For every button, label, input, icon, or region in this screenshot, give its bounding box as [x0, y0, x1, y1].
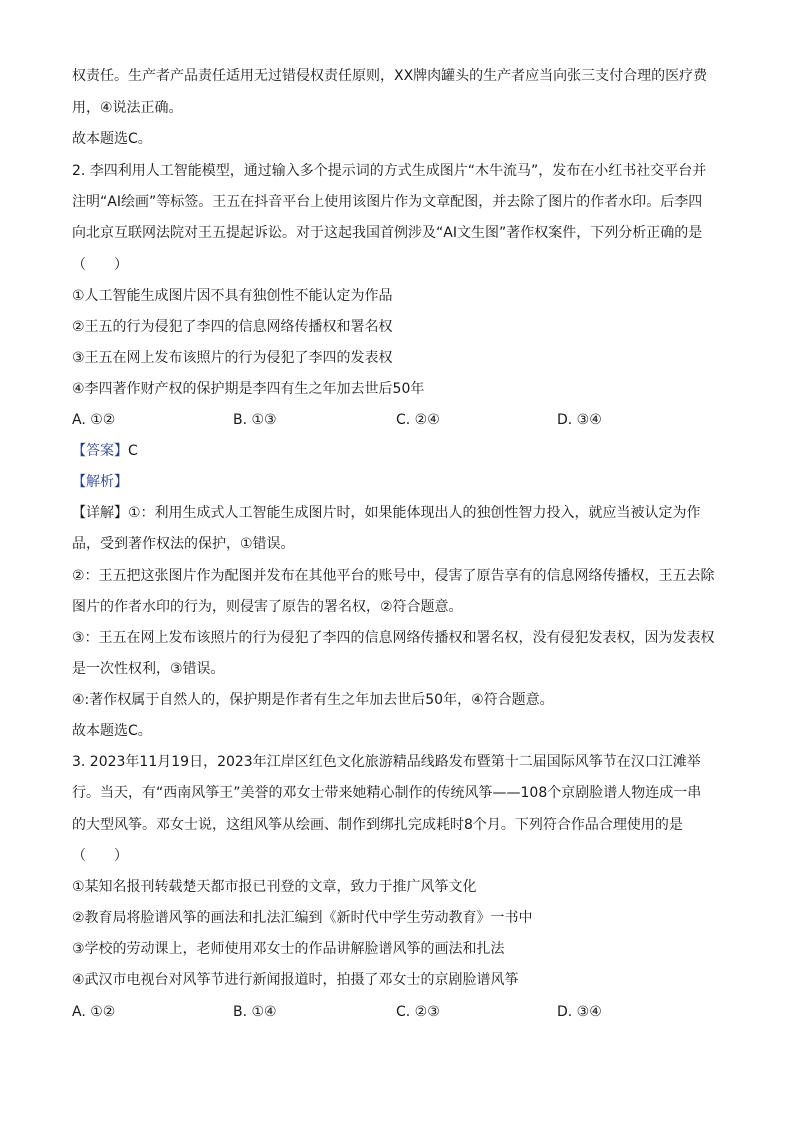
q2-detail-line: 图片的作者水印的行为，则侵害了原告的署名权，②符合题意。 [72, 599, 463, 615]
q3-option-c: C. ②③ [396, 1004, 440, 1020]
q2-detail-line: ③：王五在网上发布该照片的行为侵犯了李四的信息网络传播权和署名权，没有侵犯发表权，因为发表权 [72, 630, 715, 646]
q2-stem-line: 2. 李四利用人工智能模型，通过输入多个提示词的方式生成图片“木牛流马”，发布在小红书社交平台并 [72, 163, 707, 179]
q2-answer [72, 441, 722, 461]
q3-statement: ③学校的劳动课上，老师使用邓女士的作品讲解脸谱风筝的画法和扎法 [72, 941, 505, 957]
q2-statement: ①人工智能生成图片因不具有独创性不能认定为作品 [72, 288, 393, 304]
q2-statement: ②王五的行为侵犯了李四的信息网络传播权和署名权 [72, 319, 393, 335]
prev-explanation-line: 用，④说法正确。 [72, 100, 183, 116]
answer-tag: 【答案】 [72, 443, 128, 459]
q2-option-c: C. ②④ [396, 412, 440, 428]
q2-analysis-heading [72, 472, 722, 492]
q3-answer-blank: （ ） [72, 848, 128, 864]
q3-statement: ②教育局将脸谱风筝的画法和扎法汇编到《新时代中学生劳动教育》一书中 [72, 910, 533, 926]
q2-option-d: D. ③④ [557, 412, 602, 428]
q2-conclusion: 故本题选C。 [72, 723, 152, 739]
answer-value: C [128, 443, 138, 459]
q2-option-b: B. ①③ [233, 412, 277, 428]
analysis-tag: 【解析】 [72, 474, 128, 490]
q3-option-a: A. ①② [72, 1004, 116, 1020]
q2-detail-line: ②：王五把这张图片作为配图并发布在其他平台的账号中，侵害了原告享有的信息网络传播权，王五去除 [72, 568, 715, 584]
q2-statement: ③王五在网上发布该照片的行为侵犯了李四的发表权 [72, 350, 393, 366]
q2-option-a: A. ①② [72, 412, 116, 428]
q2-answer-blank: （ ） [72, 257, 128, 273]
q3-statement: ④武汉市电视台对风筝节进行新闻报道时，拍摄了邓女士的京剧脸谱风筝 [72, 972, 519, 988]
q2-detail-line: 品，受到著作权法的保护，①错误。 [72, 536, 295, 552]
q2-stem-line: 注明“AI绘画”等标签。王五在抖音平台上使用该图片作为文章配图，并去除了图片的作者水印。后李四 [72, 194, 703, 210]
q2-detail-line: 【详解】①：利用生成式人工智能生成图片时，如果能体现出人的独创性智力投入，就应当被认定为作 [72, 505, 701, 521]
q2-detail-line: 是一次性权利，③错误。 [72, 661, 225, 677]
prev-explanation-line: 权责任。生产者产品责任适用无过错侵权责任原则，XX牌肉罐头的生产者应当向张三支付合理的医疗费 [72, 68, 708, 84]
q3-statement: ①某知名报刊转载楚天都市报已刊登的文章，致力于推广风筝文化 [72, 879, 477, 895]
prev-conclusion: 故本题选C。 [72, 131, 152, 147]
q2-stem-line: 向北京互联网法院对王五提起诉讼。对于这起我国首例涉及“AI文生图”著作权案件，下列分析正确的是 [72, 225, 703, 241]
q3-stem-line: 的大型风筝。邓女士说，这组风筝从绘画、制作到绑扎完成耗时8个月。下列符合作品合理使用的是 [72, 817, 683, 833]
q3-option-d: D. ③④ [557, 1004, 602, 1020]
q3-option-b: B. ①④ [233, 1004, 277, 1020]
q3-stem-line: 行。当天，有“西南风筝王”美誉的邓女士带来她精心制作的传统风筝——108个京剧脸谱人物连成一串 [72, 785, 702, 801]
q2-statement: ④李四著作财产权的保护期是李四有生之年加去世后50年 [72, 381, 425, 397]
q2-detail-line: ④:著作权属于自然人的，保护期是作者有生之年加去世后50年，④符合题意。 [72, 692, 554, 708]
q3-stem-line: 3. 2023年11月19日，2023年江岸区红色文化旅游精品线路发布暨第十二届国际风筝节在汉口江滩举 [72, 754, 701, 770]
